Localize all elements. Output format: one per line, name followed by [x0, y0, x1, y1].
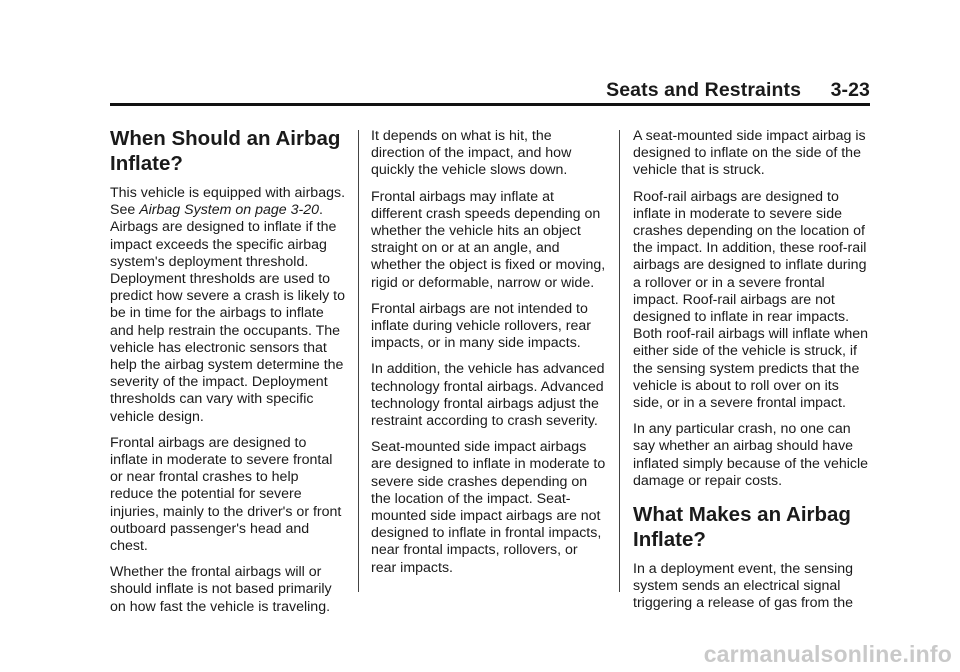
- paragraph: Seat-mounted side impact airbags are designed to inflate in moderate to severe side crashes depending on the location of the impact. Seat-mounted side impact airbags are not designed to inflate in frontal impacts, near frontal impacts, rollovers, or rear impacts.: [371, 439, 606, 576]
- page-header: [606, 79, 870, 102]
- paragraph: In a deployment event, the sensing system sends an electrical signal triggering a release of gas from the: [633, 561, 854, 612]
- paragraph: Frontal airbags are not intended to inflate during vehicle rollovers, rear impacts, or in many side impacts.: [371, 300, 592, 352]
- column-1: [110, 126, 345, 625]
- heading-what-makes-airbag-inflate: What Makes an Airbag Inflate?: [633, 503, 851, 552]
- paragraph: Whether the frontal airbags will or should inflate is not based primarily on how fast the vehicle is traveling.: [110, 564, 332, 615]
- paragraph: Roof-rail airbags are designed to inflate in moderate to severe side crashes depending on the location of the impact. In addition, these roof-rail airbags are designed to inflate during a rollover or in a severe frontal impact. Roof-rail airbags are not designed to inflate in rear impacts. Both roof-rail airbags will inflate when either side of the vehicle is struck, if the sensing system predicts that the vehicle is about to roll over on its side, or in a severe frontal impact.: [633, 188, 868, 412]
- header-rule: [110, 103, 870, 106]
- paragraph: Frontal airbags may inflate at different crash speeds depending on whether the vehicle hits an object straight on or at an angle, and whether the object is fixed or moving, rigid or deformable, narrow or wide.: [371, 188, 606, 291]
- column-divider-2: [619, 130, 620, 592]
- cross-reference-link[interactable]: Airbag System on page 3-20: [139, 202, 320, 219]
- heading-when-should-airbag-inflate: When Should an Airbag Inflate?: [110, 127, 341, 175]
- paragraph: It depends on what is hit, the direction of the impact, and how quickly the vehicle slows down.: [371, 128, 572, 179]
- paragraph: In addition, the vehicle has advanced technology frontal airbags. Advanced technology frontal airbags adjust the restraint according to crash severity.: [371, 361, 605, 430]
- column-2: [371, 128, 606, 586]
- text-span: This vehicle is equipped with airbags. See: [110, 185, 346, 219]
- column-divider-1: [358, 130, 359, 592]
- section-title: Seats and Restraints: [606, 79, 802, 101]
- watermark: carmanualsonline.info: [703, 641, 952, 667]
- column-3: [633, 128, 868, 622]
- text-span: . Airbags are designed to inflate if the impact exceeds the specific airbag system's deployment threshold. Deployment thresholds are used to predict how severe a crash is likely to be in time for the airbags to inflate and help restrain the occupants. The vehicle has electronic sensors that help the airbag system determine the severity of the impact. Deployment thresholds can vary with specific vehicle design.: [110, 202, 345, 425]
- page-number: 3-23: [830, 79, 870, 101]
- paragraph: A seat-mounted side impact airbag is designed to inflate on the side of the vehicle that is struck.: [633, 128, 866, 179]
- paragraph: In any particular crash, no one can say whether an airbag should have inflated simply because of the vehicle damage or repair costs.: [633, 421, 869, 489]
- paragraph: Frontal airbags are designed to inflate in moderate to severe frontal or near frontal crashes to help reduce the potential for severe injuries, mainly to the driver's or front outboard passenger's head and chest.: [110, 434, 342, 555]
- paragraph: [110, 185, 345, 426]
